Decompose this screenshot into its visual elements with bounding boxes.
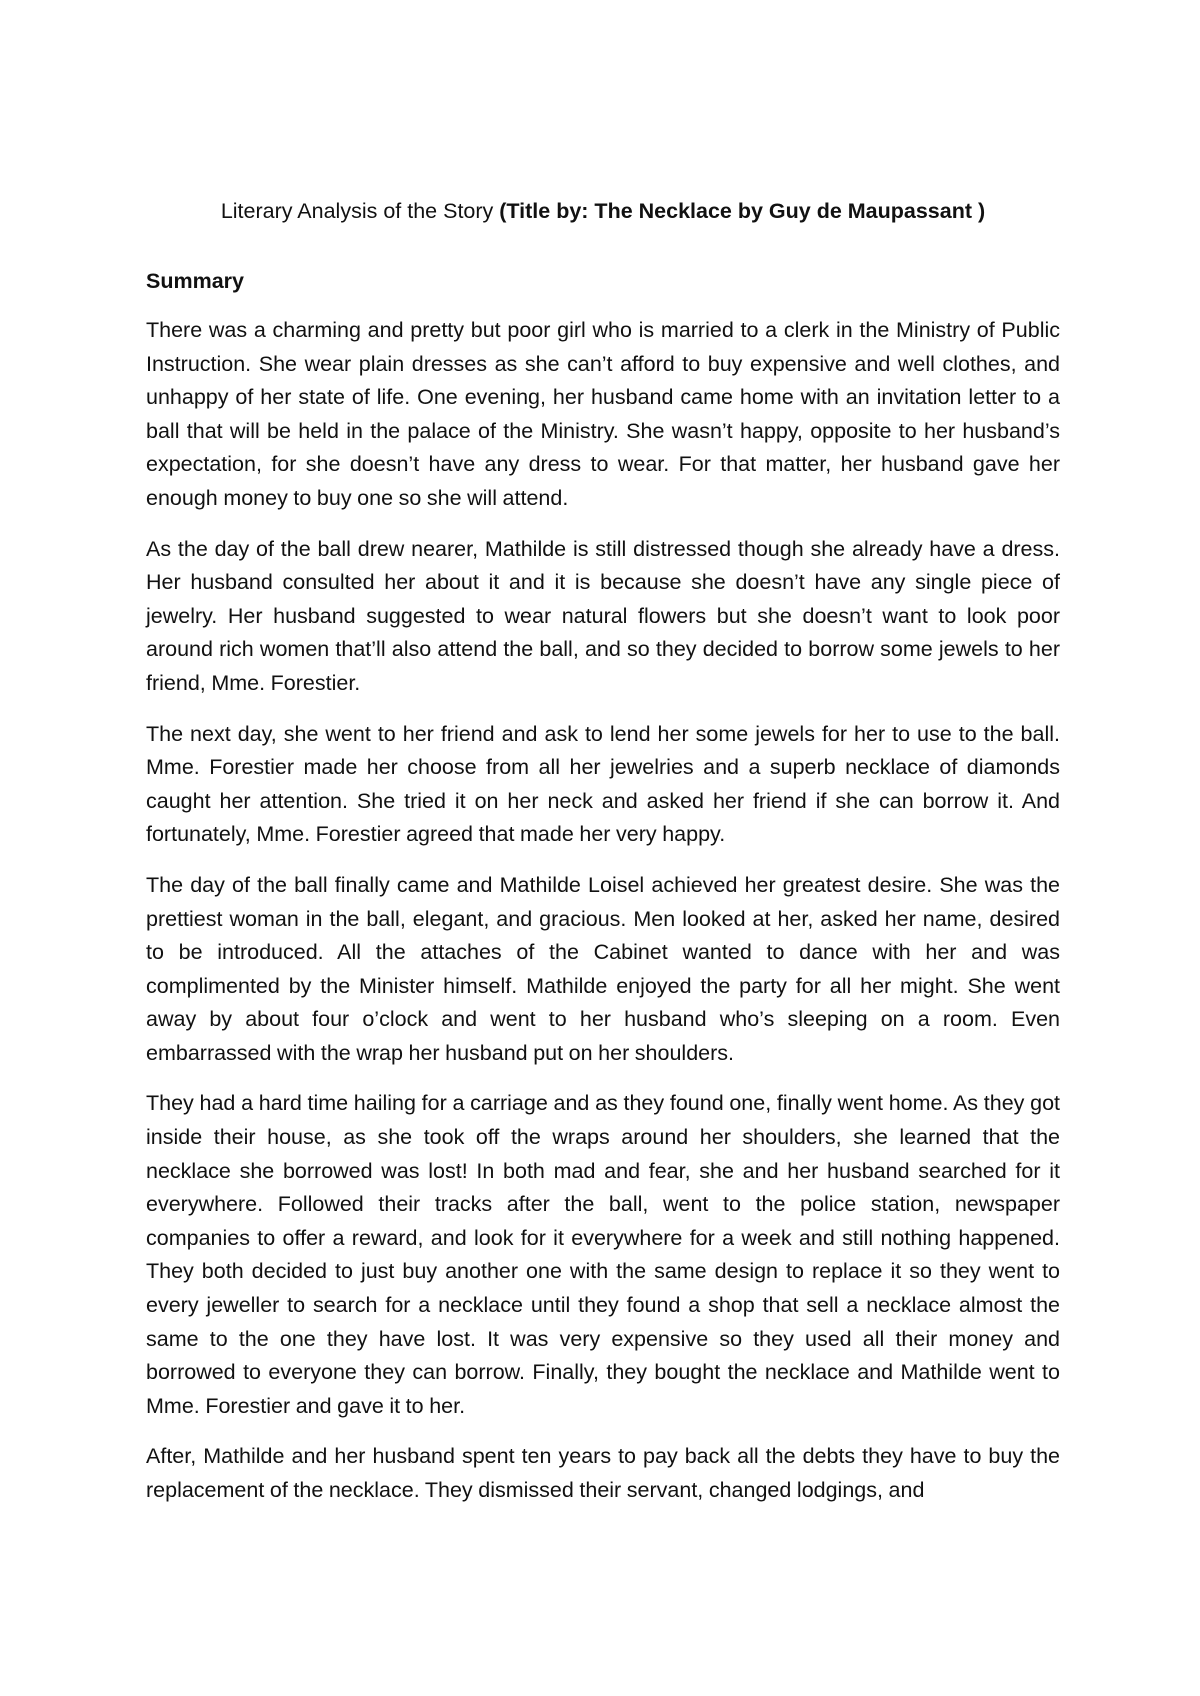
document-body <box>146 196 1060 1525</box>
paragraph-2: As the day of the ball drew nearer, Mathilde is still distressed though she already have a dress. Her husband consulted her about it and it is because she doesn’t have any single piece of jewelry. Her husband suggested to wear natural flowers but she doesn’t want to look poor around rich women that’ll also attend the ball, and so they decided to borrow some jewels to her friend, Mme. Forestier. <box>146 536 1060 695</box>
title-plain-text: Literary Analysis of the Story <box>220 199 500 223</box>
title-bold-text: (Title by: The Necklace by Guy de Maupassant ) <box>499 199 986 223</box>
paragraph-6: After, Mathilde and her husband spent ten years to pay back all the debts they have to buy the replacement of the necklace. They dismissed their servant, changed lodgings, and <box>146 1444 1060 1502</box>
section-heading: Summary <box>146 269 244 293</box>
document-title <box>146 196 1060 226</box>
paragraph-4: The day of the ball finally came and Mathilde Loisel achieved her greatest desire. She was the prettiest woman in the ball, elegant, and gracious. Men looked at her, asked her name, desired to be introduced. All the attaches of the Cabinet wanted to dance with her and was complimented by the Minister himself. Mathilde enjoyed the party for all her might. She went away by about four o’clock and went to her husband who’s sleeping on a room. Even embarrassed with the wrap her husband put on her shoulders. <box>146 872 1060 1065</box>
paragraph-1: There was a charming and pretty but poor girl who is married to a clerk in the Ministry of Public Instruction. She wear plain dresses as she can’t afford to buy expensive and well clothes, and unhappy of her state of life. One evening, her husband came home with an invitation letter to a ball that will be held in the palace of the Ministry. She wasn’t happy, opposite to her husband’s expectation, for she doesn’t have any dress to wear. For that matter, her husband gave her enough money to buy one so she will attend. <box>146 318 1060 510</box>
paragraph-5: They had a hard time hailing for a carriage and as they found one, finally went home. As they got inside their house, as she took off the wraps around her shoulders, she learned that the necklace she borrowed was lost! In both mad and fear, she and her husband searched for it everywhere. Followed their tracks after the ball, went to the police station, newspaper companies to offer a reward, and look for it everywhere for a week and still nothing happened. They both decided to just buy another one with the same design to replace it so they went to every jeweller to search for a necklace until they found a shop that sell a necklace almost the same to the one they have lost. It was very expensive so they used all their money and borrowed to everyone they can borrow. Finally, they bought the necklace and Mathilde went to Mme. Forestier and gave it to her. <box>146 1091 1060 1418</box>
paragraph-3: The next day, she went to her friend and ask to lend her some jewels for her to use to the ball. Mme. Forestier made her choose from all her jewelries and a superb necklace of diamonds caught her attention. She tried it on her neck and asked her friend if she can borrow it. And fortunately, Mme. Forestier agreed that made her very happy. <box>146 721 1060 847</box>
